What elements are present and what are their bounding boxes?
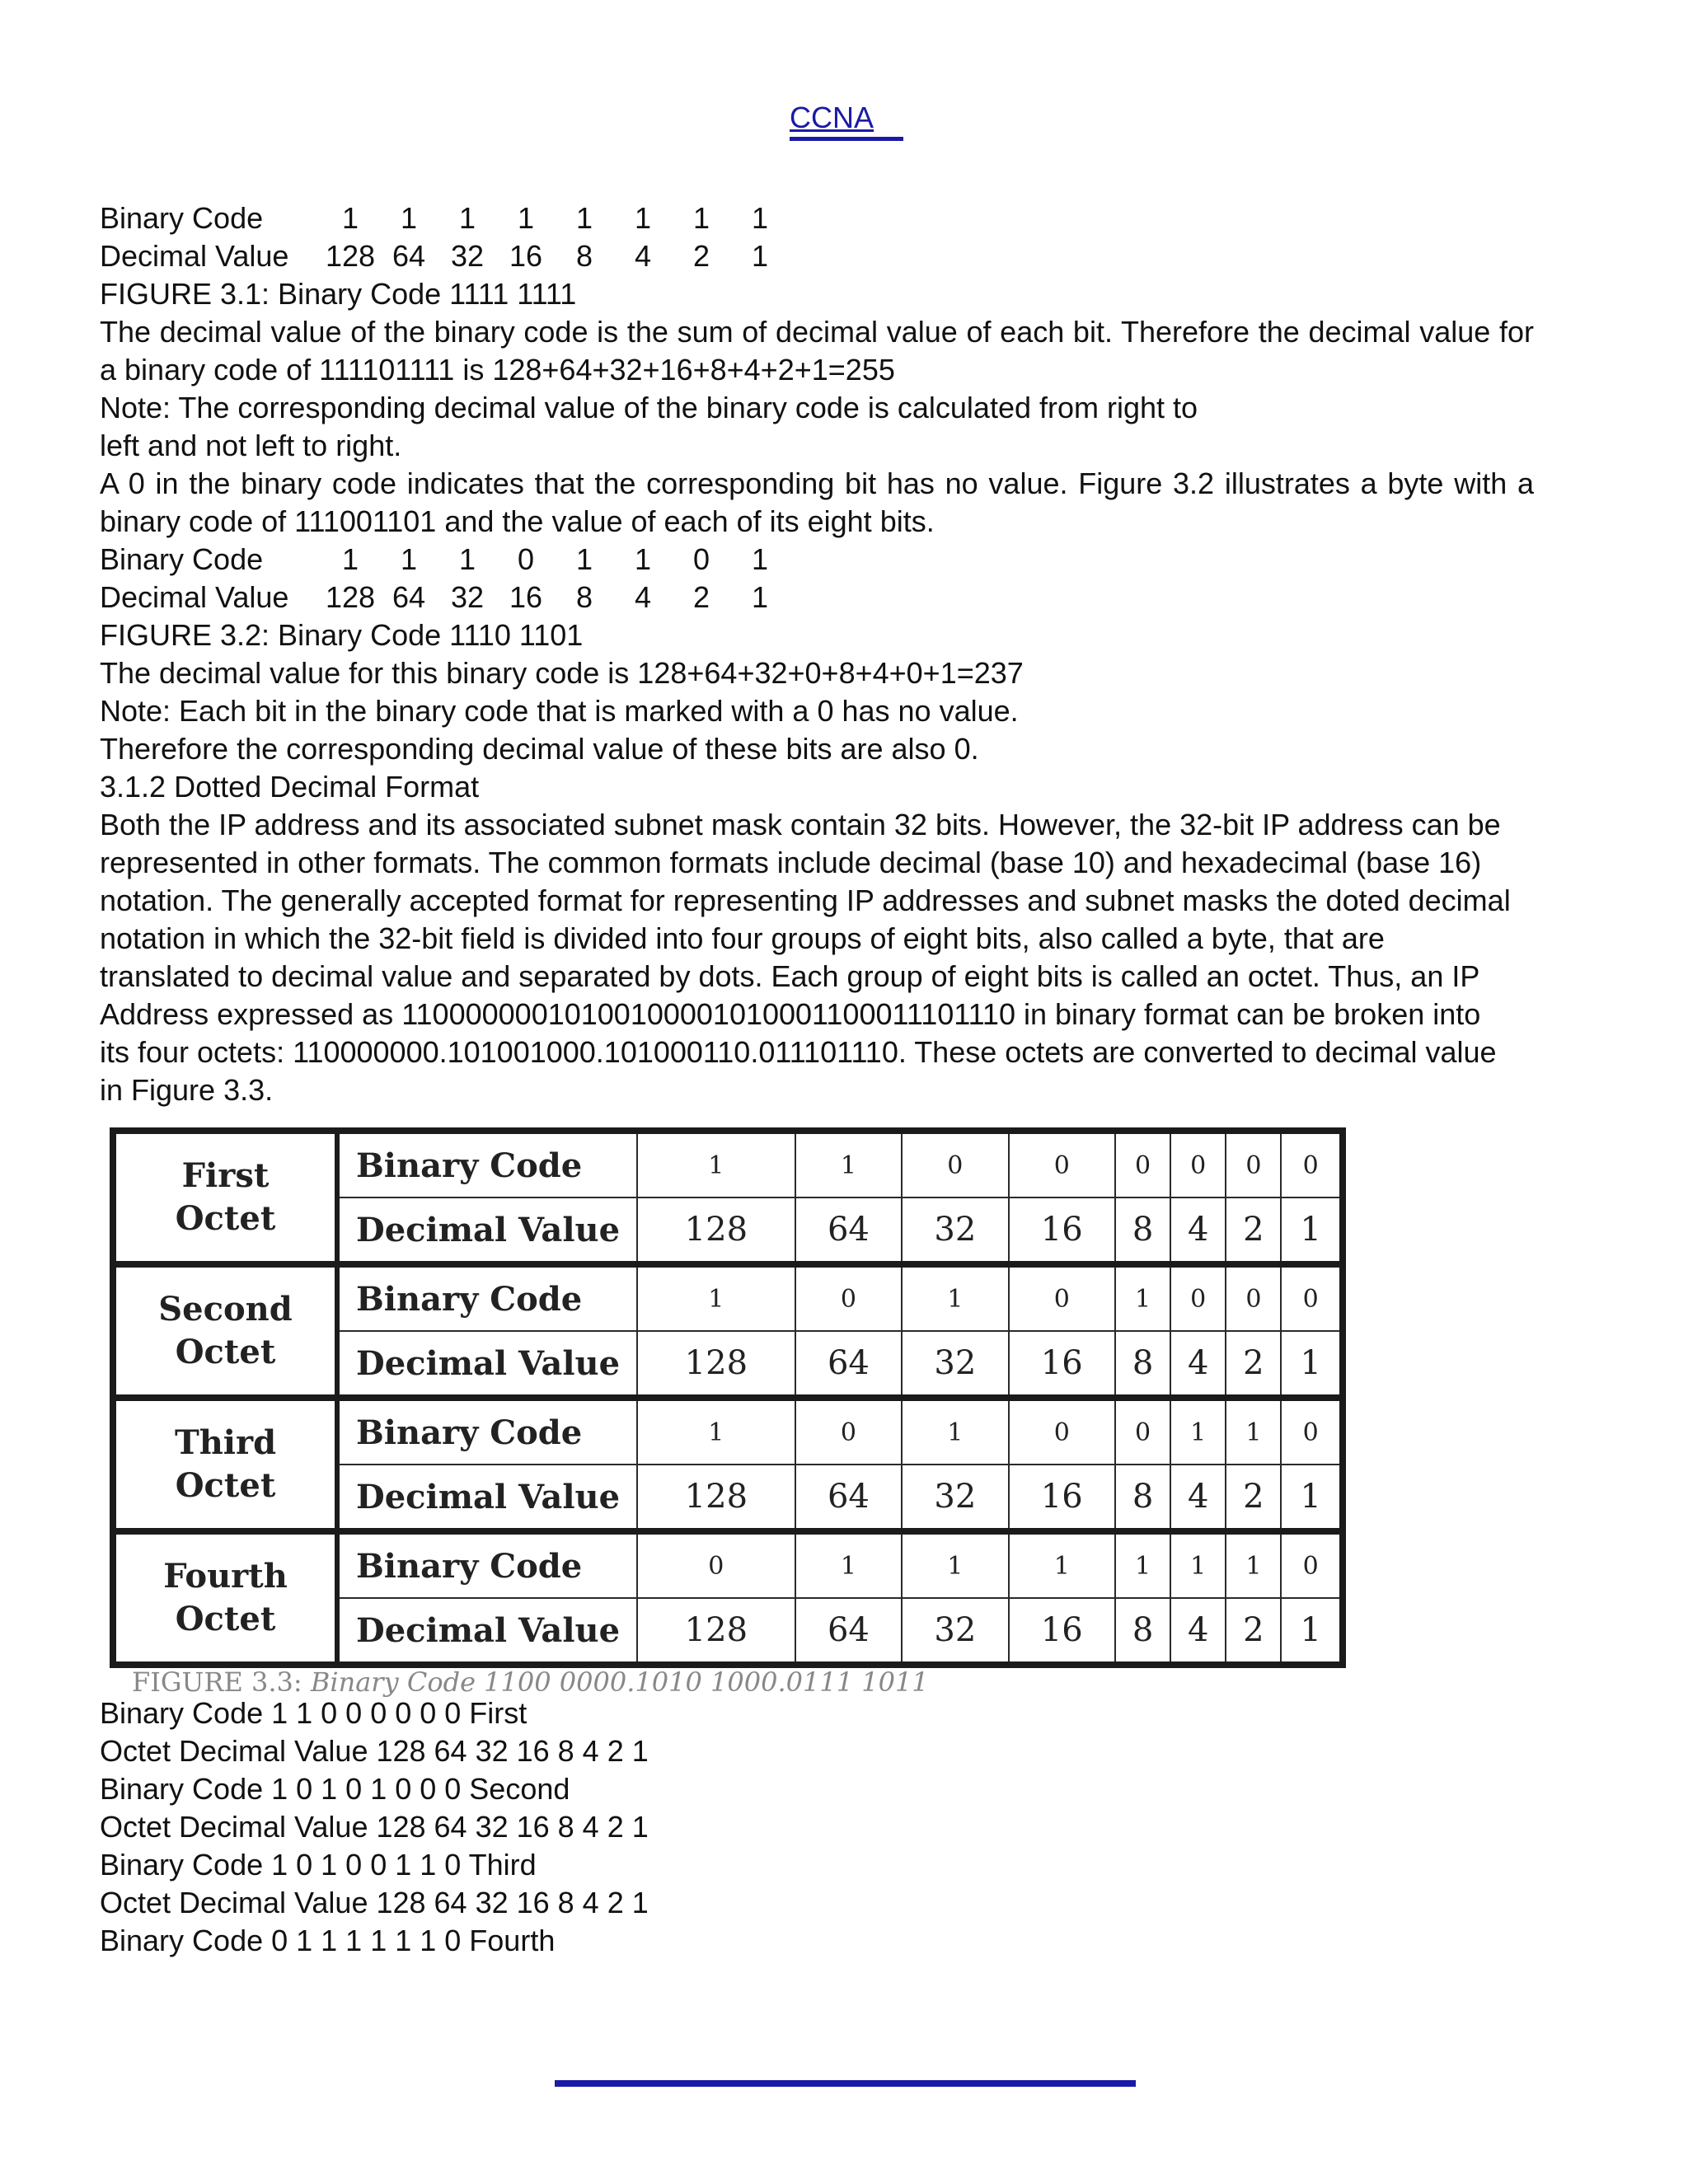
decimal-cell: 32	[902, 1197, 1008, 1264]
decimal-cell: 16	[1009, 1598, 1115, 1665]
binary-cell: 1	[637, 1398, 795, 1465]
fig31-decimal-cell: 64	[392, 239, 426, 273]
fig31-caption: FIGURE 3.1: Binary Code 1111 1111	[100, 277, 577, 311]
decimal-cell: 2	[1226, 1465, 1281, 1531]
decimal-cell: 1	[1281, 1598, 1343, 1665]
fig31-binary-label: Binary Code	[100, 201, 264, 235]
fig31-binary-cell: 1	[692, 201, 710, 235]
ccna-header-link[interactable]: CCNA	[790, 101, 874, 134]
decimal-cell: 64	[795, 1465, 902, 1531]
fig32-decimal-cell: 1	[751, 580, 769, 614]
decimal-cell: 4	[1170, 1465, 1226, 1531]
fig33-caption-text: Binary Code 1100 0000.1010 1000.0111 1011	[310, 1666, 929, 1698]
dotted-decimal-line-7: its four octets: 110000000.101001000.101000110.011101110. These octets are converted to decimal value	[100, 1035, 1497, 1069]
octet-4-binary-row	[113, 1531, 1343, 1598]
decimal-cell: 128	[637, 1331, 795, 1398]
footer-rule	[555, 2080, 1136, 2087]
decimal-cell: 128	[637, 1465, 795, 1531]
binary-cell: 1	[637, 1131, 795, 1197]
binary-cell: 0	[902, 1131, 1008, 1197]
decimal-cell: 64	[795, 1331, 902, 1398]
octet-4-label: Fourth Octet	[113, 1531, 337, 1665]
decimal-cell: 16	[1009, 1465, 1115, 1531]
fig31-decimal-label: Decimal Value	[100, 239, 289, 273]
fig32-decimal-cell: 4	[634, 580, 652, 614]
decimal-cell: 4	[1170, 1197, 1226, 1264]
decimal-cell: 2	[1226, 1598, 1281, 1665]
binary-cell: 1	[902, 1398, 1008, 1465]
binary-cell: 1	[1226, 1398, 1281, 1465]
dotted-decimal-line-8: in Figure 3.3.	[100, 1073, 274, 1107]
fig32-decimal-cell: 2	[692, 580, 710, 614]
binary-cell: 1	[1226, 1531, 1281, 1598]
decimal-value-label: Decimal Value	[337, 1331, 637, 1398]
extracted-line: Binary Code 1 1 0 0 0 0 0 0 First	[100, 1696, 528, 1730]
paragraph-decimal-sum: The decimal value of the binary code is the sum of decimal value of each bit. Therefore the decimal value for a binary code of 111101111 is 128+64+32+16+8+4+2+1=255	[100, 315, 1534, 387]
binary-cell: 1	[637, 1264, 795, 1331]
fig31-binary-cell: 1	[634, 201, 652, 235]
binary-cell: 0	[1170, 1131, 1226, 1197]
decimal-cell: 8	[1115, 1331, 1170, 1398]
fig32-decimal-cell: 16	[509, 580, 543, 614]
fig32-binary-cell: 1	[458, 542, 476, 576]
binary-cell: 0	[1281, 1531, 1343, 1598]
note-zero-bit-l2: Therefore the corresponding decimal value of these bits are also 0.	[100, 732, 979, 766]
decimal-cell: 1	[1281, 1331, 1343, 1398]
decimal-cell: 64	[795, 1598, 902, 1665]
binary-cell: 0	[1170, 1264, 1226, 1331]
extracted-line: Binary Code 0 1 1 1 1 1 1 0 Fourth	[100, 1924, 556, 1957]
fig32-binary-cell: 1	[341, 542, 359, 576]
binary-cell: 1	[795, 1131, 902, 1197]
binary-cell: 0	[795, 1264, 902, 1331]
dotted-decimal-line-5: translated to decimal value and separated by dots. Each group of eight bits is called an octet. Thus, an IP	[100, 959, 1480, 993]
octet-3-label: Third Octet	[113, 1398, 337, 1531]
binary-cell: 1	[1170, 1398, 1226, 1465]
fig32-decimal-cell: 128	[326, 580, 376, 614]
binary-code-label: Binary Code	[337, 1398, 637, 1465]
fig32-decimal-cell: 32	[450, 580, 485, 614]
binary-code-label: Binary Code	[337, 1264, 637, 1331]
dotted-decimal-line-4: notation in which the 32-bit field is divided into four groups of eight bits, also called a byte, that are	[100, 921, 1385, 955]
decimal-value-label: Decimal Value	[337, 1197, 637, 1264]
decimal-cell: 64	[795, 1197, 902, 1264]
binary-cell: 0	[1226, 1264, 1281, 1331]
fig31-decimal-cell: 32	[450, 239, 485, 273]
binary-cell: 1	[1170, 1531, 1226, 1598]
fig32-decimal-label: Decimal Value	[100, 580, 289, 614]
binary-cell: 0	[1226, 1131, 1281, 1197]
fig31-decimal-cell: 8	[575, 239, 593, 273]
decimal-cell: 32	[902, 1465, 1008, 1531]
binary-cell: 1	[795, 1531, 902, 1598]
binary-cell: 1	[1009, 1531, 1115, 1598]
decimal-cell: 32	[902, 1331, 1008, 1398]
binary-cell: 0	[1115, 1398, 1170, 1465]
note-right-to-left-l2: left and not left to right.	[100, 429, 402, 462]
note-zero-bit-l1: Note: Each bit in the binary code that is marked with a 0 has no value.	[100, 694, 1019, 728]
fig31-decimal-row	[100, 237, 1534, 275]
binary-cell: 1	[1115, 1264, 1170, 1331]
fig31-binary-cell: 1	[400, 201, 418, 235]
fig32-binary-row	[100, 541, 1534, 579]
fig32-binary-label: Binary Code	[100, 542, 264, 576]
binary-cell: 0	[1281, 1398, 1343, 1465]
dotted-decimal-line-6: Address expressed as 11000000010100100001010001100011101110 in binary format can be broken into	[100, 997, 1481, 1031]
binary-cell: 1	[902, 1531, 1008, 1598]
decimal-cell: 32	[902, 1598, 1008, 1665]
header-underline	[790, 137, 903, 141]
binary-cell: 0	[637, 1531, 795, 1598]
fig32-binary-cell: 1	[575, 542, 593, 576]
fig33-caption	[132, 1666, 929, 1698]
octet-2-binary-row	[113, 1264, 1343, 1331]
extracted-line: Octet Decimal Value 128 64 32 16 8 4 2 1	[100, 1734, 649, 1768]
page-body	[100, 199, 1534, 1109]
fig33-caption-prefix: FIGURE 3.3:	[132, 1666, 302, 1698]
fig32-binary-cell: 1	[634, 542, 652, 576]
fig32-binary-cell: 1	[751, 542, 769, 576]
decimal-cell: 8	[1115, 1598, 1170, 1665]
decimal-cell: 16	[1009, 1197, 1115, 1264]
fig31-binary-row	[100, 199, 1534, 237]
fig32-decimal-cell: 8	[575, 580, 593, 614]
paragraph-decimal-237: The decimal value for this binary code is 128+64+32+0+8+4+0+1=237	[100, 656, 1024, 690]
fig32-binary-cell: 0	[517, 542, 535, 576]
dotted-decimal-line-1: Both the IP address and its associated subnet mask contain 32 bits. However, the 32-bit IP address can be	[100, 808, 1501, 841]
decimal-cell: 2	[1226, 1331, 1281, 1398]
decimal-cell: 2	[1226, 1197, 1281, 1264]
binary-cell: 0	[1009, 1264, 1115, 1331]
fig31-binary-cell: 1	[458, 201, 476, 235]
decimal-cell: 1	[1281, 1197, 1343, 1264]
fig31-decimal-cell: 4	[634, 239, 652, 273]
binary-cell: 0	[1281, 1131, 1343, 1197]
binary-cell: 1	[902, 1264, 1008, 1331]
binary-cell: 0	[1115, 1131, 1170, 1197]
decimal-value-label: Decimal Value	[337, 1598, 637, 1665]
paragraph-zero-bit: A 0 in the binary code indicates that the corresponding bit has no value. Figure 3.2 illustrates a byte with a binary code of 111001101 and the value of each of its eight bits.	[100, 466, 1534, 538]
octet-2-label: Second Octet	[113, 1264, 337, 1398]
fig32-decimal-cell: 64	[392, 580, 426, 614]
octet-1-label: First Octet	[113, 1131, 337, 1264]
section-heading-dotted-decimal: 3.1.2 Dotted Decimal Format	[100, 770, 480, 804]
extracted-line: Binary Code 1 0 1 0 1 0 0 0 Second	[100, 1772, 570, 1806]
fig32-binary-cell: 1	[400, 542, 418, 576]
binary-code-label: Binary Code	[337, 1131, 637, 1197]
fig32-binary-cell: 0	[692, 542, 710, 576]
fig32-decimal-row	[100, 579, 1534, 616]
dotted-decimal-line-3: notation. The generally accepted format for representing IP addresses and subnet masks the doted decimal	[100, 883, 1511, 917]
decimal-cell: 4	[1170, 1331, 1226, 1398]
binary-cell: 1	[1115, 1531, 1170, 1598]
binary-code-label: Binary Code	[337, 1531, 637, 1598]
decimal-value-label: Decimal Value	[337, 1465, 637, 1531]
fig31-binary-cell: 1	[517, 201, 535, 235]
binary-cell: 0	[1009, 1398, 1115, 1465]
note-right-to-left-l1: Note: The corresponding decimal value of the binary code is calculated from right to	[100, 391, 1198, 424]
dotted-decimal-line-2: represented in other formats. The common formats include decimal (base 10) and hexadecimal (base 16)	[100, 846, 1482, 879]
fig31-decimal-cell: 128	[326, 239, 376, 273]
decimal-cell: 16	[1009, 1331, 1115, 1398]
fig31-decimal-cell: 1	[751, 239, 769, 273]
binary-cell: 0	[1009, 1131, 1115, 1197]
binary-cell: 0	[795, 1398, 902, 1465]
decimal-cell: 8	[1115, 1465, 1170, 1531]
fig32-caption: FIGURE 3.2: Binary Code 1110 1101	[100, 618, 584, 652]
decimal-cell: 4	[1170, 1598, 1226, 1665]
octet-3-binary-row	[113, 1398, 1343, 1465]
extracted-line: Binary Code 1 0 1 0 0 1 1 0 Third	[100, 1848, 537, 1882]
octet-1-binary-row	[113, 1131, 1343, 1197]
fig31-decimal-cell: 16	[509, 239, 543, 273]
extracted-line: Octet Decimal Value 128 64 32 16 8 4 2 1	[100, 1810, 649, 1844]
fig31-binary-cell: 1	[575, 201, 593, 235]
decimal-cell: 1	[1281, 1465, 1343, 1531]
fig31-decimal-cell: 2	[692, 239, 710, 273]
extracted-line: Octet Decimal Value 128 64 32 16 8 4 2 1	[100, 1886, 649, 1919]
fig31-binary-cell: 1	[751, 201, 769, 235]
decimal-cell: 128	[637, 1197, 795, 1264]
figure-3-3-octet-table	[110, 1127, 1346, 1668]
fig31-binary-cell: 1	[341, 201, 359, 235]
decimal-cell: 8	[1115, 1197, 1170, 1264]
extracted-text-block	[100, 1694, 649, 1960]
decimal-cell: 128	[637, 1598, 795, 1665]
binary-cell: 0	[1281, 1264, 1343, 1331]
